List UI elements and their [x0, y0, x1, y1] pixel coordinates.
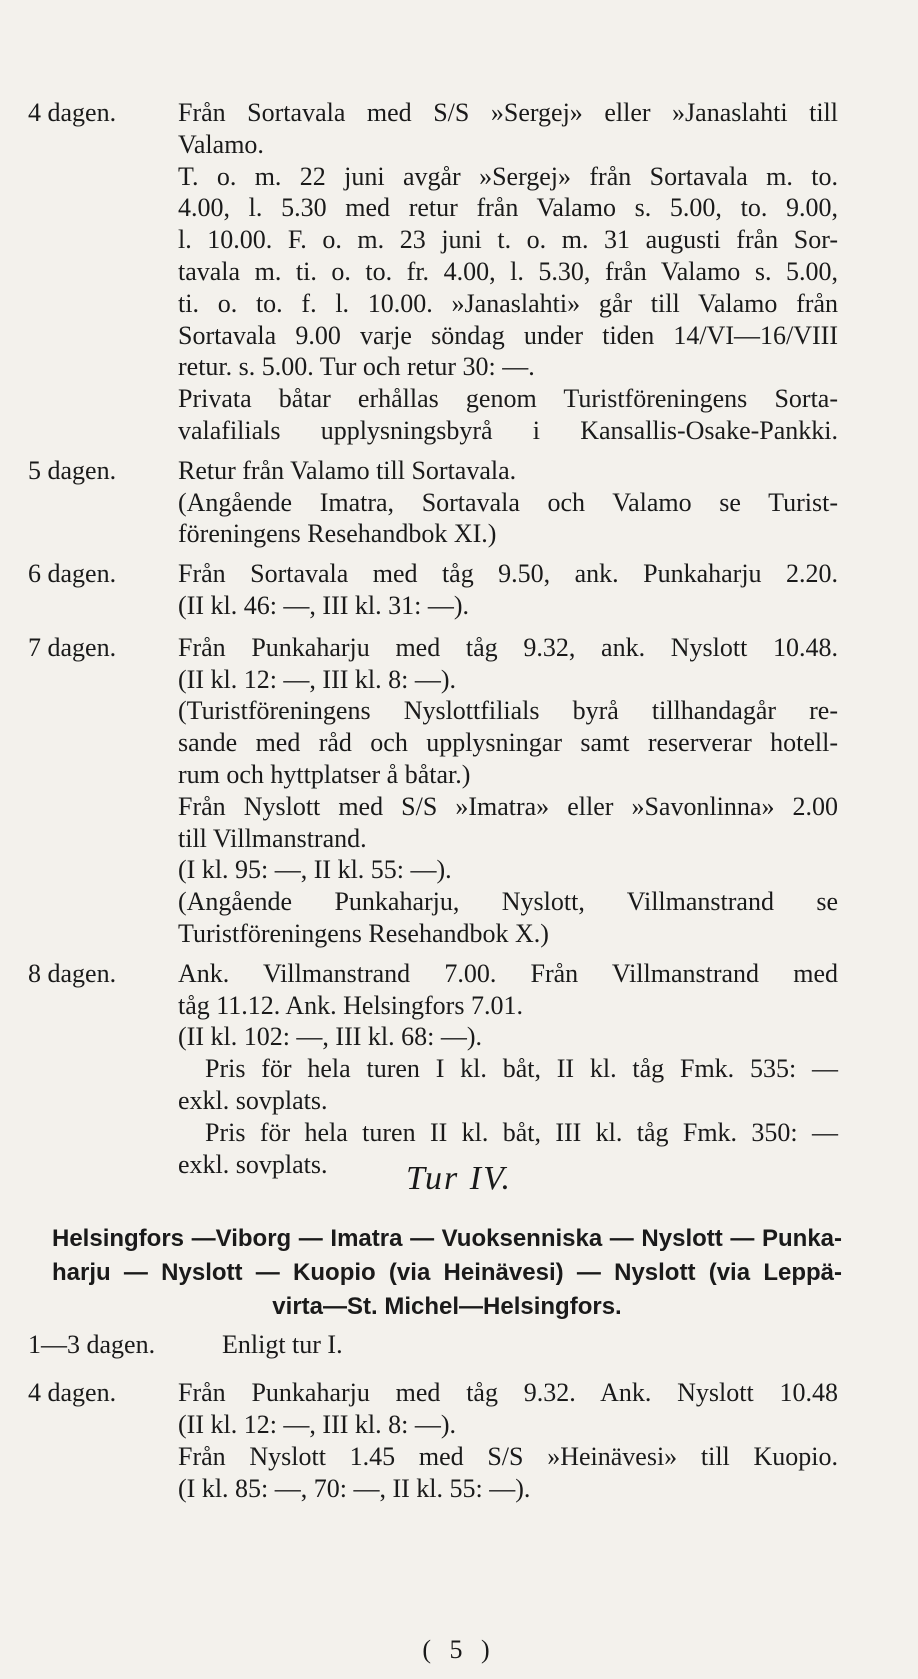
line-text: Från Nyslott med S/S »Imatra» eller »Savonlinna» 2.00 [178, 791, 838, 821]
page-number: ( 5 ) [422, 1635, 496, 1664]
line-text: Turistföreningens Resehandbok X.) [178, 919, 549, 948]
line-text: (Angående Imatra, Sortavala och Valamo se Turist- [178, 487, 838, 517]
line-text: tavala m. ti. o. to. fr. 4.00, l. 5.30, från Valamo s. 5.00, [178, 257, 838, 286]
line-text: (I kl. 95: —, II kl. 55: —). [178, 855, 452, 885]
line-text: (I kl. 85: —, 70: —, II kl. 55: —). [178, 1474, 531, 1503]
line-text: Ank. Villmanstrand 7.00. Från Villmanstrand med [178, 958, 838, 988]
day-label: 1—3 dagen. [28, 1330, 156, 1359]
line-text: tåg 11.12. Ank. Helsingfors 7.01. [178, 990, 523, 1020]
line-text: Från Sortavala med tåg 9.50, ank. Punkaharju 2.20. [178, 559, 838, 589]
line-text: rum och hyttplatser å båtar.) [178, 760, 471, 789]
line-text: exkl. sovplats. [178, 1149, 328, 1179]
day-label: 7 dagen. [28, 632, 117, 662]
day-label: 4 dagen. [28, 98, 117, 127]
line-text: Från Sortavala med S/S »Sergej» eller »Janaslahti till [178, 98, 838, 127]
day-label: 6 dagen. [28, 559, 117, 589]
line-text: (II kl. 46: —, III kl. 31: —). [178, 591, 470, 620]
line-text: (Angående Punkaharju, Nyslott, Villmanstrand se [178, 887, 838, 917]
line-text: valafilials upplysningsbyrå i Kansallis-Osake-Pankki. [178, 416, 838, 445]
line-text: retur. s. 5.00. Tur och retur 30: —. [178, 352, 535, 382]
line-text: (II kl. 12: —, III kl. 8: —). [178, 1410, 457, 1439]
line-text: Pris för hela turen II kl. båt, III kl. tåg Fmk. 350: — [205, 1117, 838, 1147]
day-label: 5 dagen. [28, 455, 117, 485]
day-label: 8 dagen. [28, 958, 117, 988]
line-text: Från Punkaharju med tåg 9.32. Ank. Nyslott 10.48 [178, 1378, 838, 1407]
line-text: 4.00, l. 5.30 med retur från Valamo s. 5.00, to. 9.00, [178, 193, 838, 223]
line-text: Retur från Valamo till Sortavala. [178, 455, 517, 485]
line-text: l. 10.00. F. o. m. 23 juni t. o. m. 31 augusti från Sor- [178, 225, 838, 255]
line-text: Pris för hela turen I kl. båt, II kl. tåg Fmk. 535: — [205, 1054, 838, 1084]
line-text: Från Punkaharju med tåg 9.32, ank. Nyslott 10.48. [178, 632, 838, 662]
line-text: exkl. sovplats. [178, 1086, 328, 1115]
day-label: 4 dagen. [28, 1378, 117, 1407]
line-text: (II kl. 102: —, III kl. 68: —). [178, 1022, 483, 1052]
line-text: Från Nyslott 1.45 med S/S »Heinävesi» till Kuopio. [178, 1442, 838, 1471]
line-text: sande med råd och upplysningar samt reserverar hotell- [178, 728, 838, 758]
route-line: Helsingfors —Viborg — Imatra — Vuoksenniska — Nyslott — Punka- [52, 1225, 842, 1252]
line-text: (II kl. 12: —, III kl. 8: —). [178, 664, 457, 694]
line-text: föreningens Resehandbok XI.) [178, 519, 497, 549]
line-text: Enligt tur I. [222, 1330, 343, 1359]
section-title: Tur IV. [406, 1160, 512, 1197]
line-text: Sortavala 9.00 varje söndag under tiden 14/VI—16/VIII [178, 320, 838, 350]
line-text: till Villmanstrand. [178, 823, 367, 853]
line-text: T. o. m. 22 juni avgår »Sergej» från Sortavala m. to. [178, 161, 838, 191]
line-text: Valamo. [178, 129, 264, 159]
line-text: (Turistföreningens Nyslottfilials byrå tillhandagår re- [178, 696, 838, 726]
line-text: Privata båtar erhållas genom Turistföreningens Sorta- [178, 384, 838, 414]
line-text: ti. o. to. f. l. 10.00. »Janaslahti» går till Valamo från [178, 288, 838, 318]
route-line: virta—St. Michel—Helsingfors. [272, 1293, 622, 1320]
route-line: harju — Nyslott — Kuopio (via Heinävesi) — Nyslott (via Leppä- [52, 1259, 842, 1286]
